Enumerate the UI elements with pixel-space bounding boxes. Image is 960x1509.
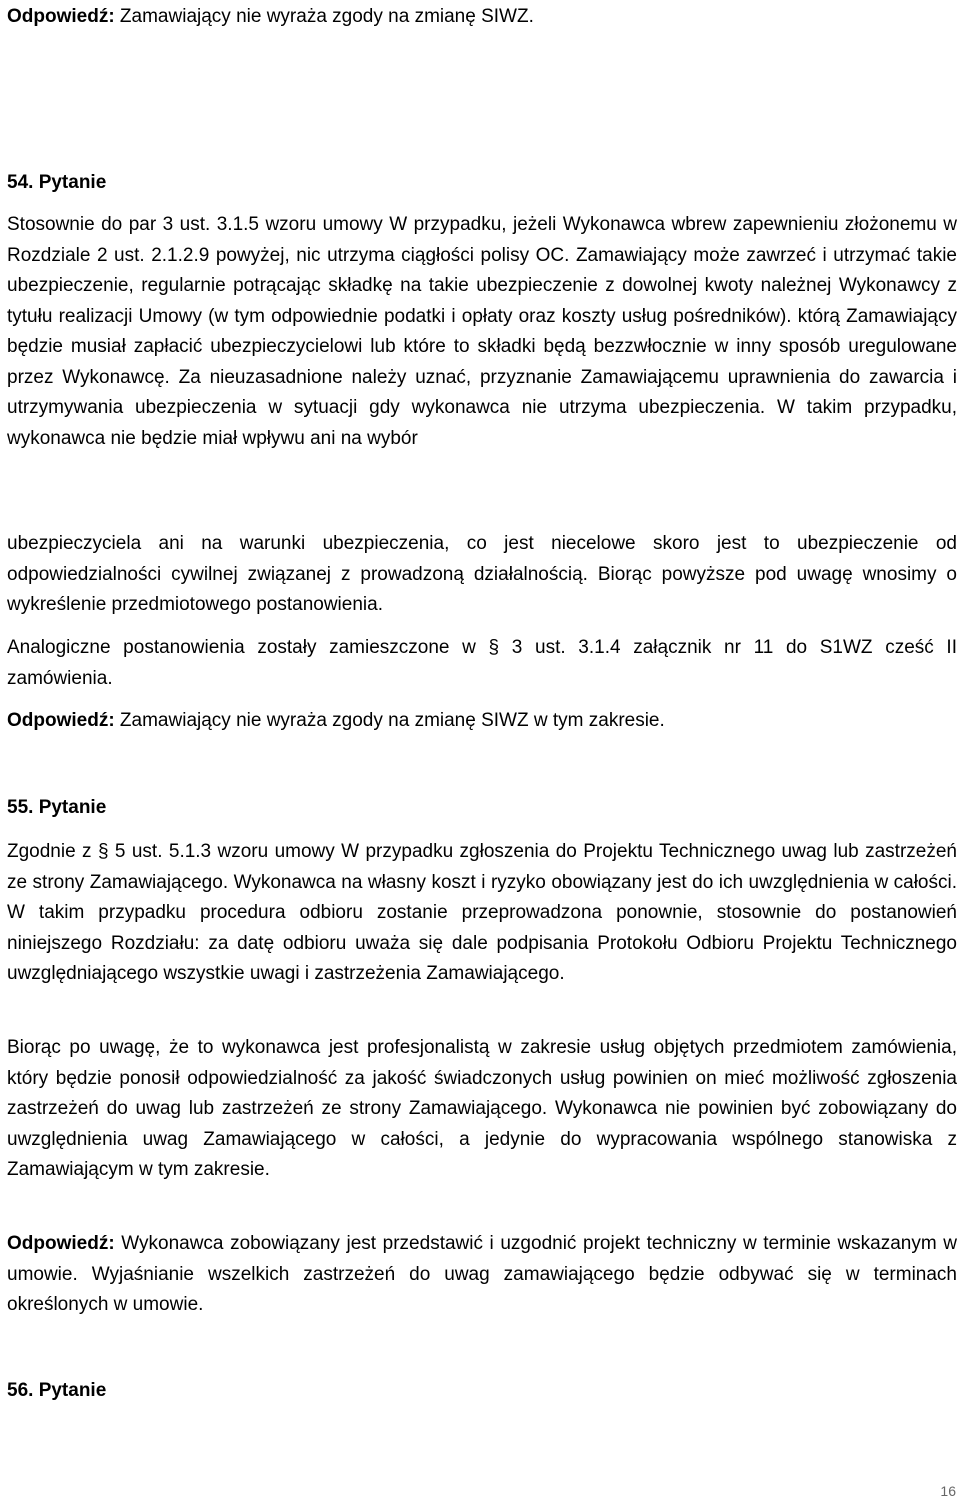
answer-55 (7, 1229, 957, 1321)
answer-label: Odpowiedź: (7, 710, 115, 731)
page-number: 16 (940, 1483, 956, 1499)
question-heading-56: 56. Pytanie (7, 1380, 107, 1401)
question-heading-55: 55. Pytanie (7, 797, 107, 818)
answer-text: Wykonawca zobowiązany jest przedstawić i uzgodnić projekt techniczny w terminie wskazanym w umowie. Wyjaśnianie wszelkich zastrzeżeń do uwag zamawiającego będzie odbywać się w terminach określonych w umowie. (7, 1233, 957, 1315)
question-54-paragraph-3: Analogiczne postanowienia zostały zamieszczone w § 3 ust. 3.1.4 załącznik nr 11 do S1WZ cześć II zamówienia. (7, 637, 957, 689)
answer-label: Odpowiedź: (7, 1233, 115, 1254)
answer-text: Zamawiający nie wyraża zgody na zmianę SIWZ w tym zakresie. (114, 710, 665, 731)
answer-54 (7, 706, 957, 737)
answer-53 (7, 2, 957, 33)
question-55-paragraph-1: Zgodnie z § 5 ust. 5.1.3 wzoru umowy W przypadku zgłoszenia do Projektu Technicznego uwag lub zastrzeżeń ze strony Zamawiającego. Wykonawca na własny koszt i ryzyko obowiązany jest do ich uwzględnienia w całości. W takim przypadku procedura odbioru zostanie przeprowadzona ponownie, stosownie do postanowień niniejszego Rozdziału: za datę odbioru uważa się dale podpisania Protokołu Odbioru Projektu Technicznego uwzględniającego wszystkie uwagi i zastrzeżenia Zamawiającego. (7, 841, 957, 984)
question-54-paragraph-2: ubezpieczyciela ani na warunki ubezpieczenia, co jest niecelowe skoro jest to ubezpieczenie od odpowiedzialności cywilnej związanej z prowadzoną działalnością. Biorąc powyższe pod uwagę wnosimy o wykreślenie przedmiotowego postanowienia. (7, 533, 957, 615)
question-54-paragraph-1: Stosownie do par 3 ust. 3.1.5 wzoru umowy W przypadku, jeżeli Wykonawca wbrew zapewnieniu złożonemu w Rozdziale 2 ust. 2.1.2.9 powyżej, nic utrzyma ciągłości polisy OC. Zamawiający może zawrzeć i utrzymać takie ubezpieczenie, regularnie potrącając składkę na takie ubezpieczenie z dowolnej kwoty należnej Wykonawcy z tytułu realizacji Umowy (w tym odpowiednie podatki i opłaty oraz koszty usług pośredników). którą Zamawiający będzie musiał zapłacić ubezpieczycielowi lub które to składki będą bezzwłocznie w inny sposób uregulowane przez Wykonawcę. Za nieuzasadnione należy uznać, przyznanie Zamawiającemu uprawnienia do zawarcia i utrzymywania ubezpieczenia w sytuacji gdy wykonawca nie utrzyma ubezpieczenia. W takim przypadku, wykonawca nie będzie miał wpływu ani na wybór (7, 214, 957, 449)
answer-text: Zamawiający nie wyraża zgody na zmianę SIWZ. (114, 6, 534, 27)
question-55-paragraph-2: Biorąc po uwagę, że to wykonawca jest profesjonalistą w zakresie usług objętych przedmiotem zamówienia, który będzie ponosił odpowiedzialność za jakość świadczonych usług powinien on mieć możliwość zgłoszenia zastrzeżeń do uwag lub zastrzeżeń ze strony Zamawiającego. Wykonawca nie powinien być zobowiązany do uwzględnienia uwag Zamawiającego w całości, a jedynie do wypracowania wspólnego stanowiska z Zamawiającym w tym zakresie. (7, 1037, 957, 1180)
answer-label: Odpowiedź: (7, 6, 115, 27)
question-heading-54: 54. Pytanie (7, 172, 107, 193)
